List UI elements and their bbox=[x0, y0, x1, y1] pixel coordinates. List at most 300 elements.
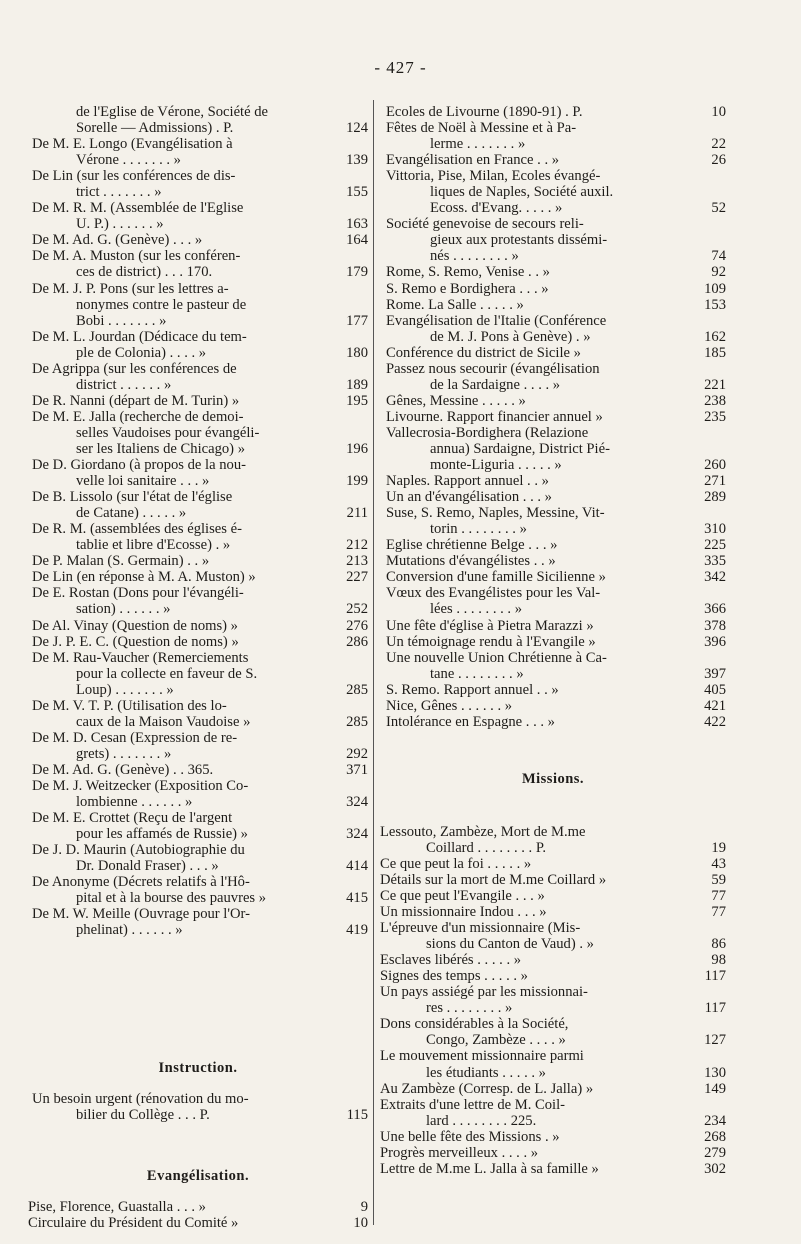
index-entry bbox=[28, 698, 368, 714]
section-heading-instruction: Instruction. bbox=[158, 1060, 238, 1077]
index-entry bbox=[380, 601, 726, 617]
index-entry bbox=[380, 409, 726, 425]
page-reference: 86 bbox=[711, 936, 726, 953]
index-entry bbox=[28, 248, 368, 264]
instruction-list bbox=[28, 1091, 368, 1123]
index-entry bbox=[380, 1065, 726, 1081]
index-entry bbox=[28, 264, 368, 280]
page-reference: 26 bbox=[711, 152, 726, 169]
page-reference: 221 bbox=[704, 376, 726, 393]
index-entry bbox=[28, 184, 368, 200]
entry-text: De M. Ad. G. (Genève) . . . » bbox=[32, 232, 203, 249]
index-entry bbox=[28, 1091, 368, 1107]
index-entry bbox=[28, 489, 368, 505]
index-entry bbox=[380, 666, 726, 682]
index-entry bbox=[380, 313, 726, 329]
section-heading-evangelisation: Evangélisation. bbox=[146, 1167, 250, 1184]
index-entry bbox=[380, 297, 726, 313]
entry-text: Sorelle — Admissions) . P. bbox=[76, 120, 234, 137]
entry-text: Intolérance en Espagne . . . » bbox=[386, 713, 555, 730]
index-entry bbox=[380, 1016, 726, 1032]
page-reference: 286 bbox=[346, 633, 368, 650]
page-reference: 310 bbox=[704, 521, 726, 538]
index-entry bbox=[28, 152, 368, 168]
page-reference: 335 bbox=[704, 553, 726, 570]
entry-text: Un an d'évangélisation . . . » bbox=[386, 489, 552, 506]
entry-text: Le mouvement missionnaire parmi bbox=[380, 1048, 584, 1065]
entry-text: S. Remo. Rapport annuel . . » bbox=[386, 681, 559, 698]
entry-text: de la Sardaigne . . . . » bbox=[430, 376, 561, 393]
page-reference: 10 bbox=[711, 104, 726, 120]
index-entry bbox=[380, 1129, 726, 1145]
entry-text: de M. J. Pons à Genève) . » bbox=[430, 328, 591, 345]
entry-text: sions du Canton de Vaud) . » bbox=[426, 936, 594, 953]
index-entry bbox=[28, 874, 368, 890]
index-entry bbox=[28, 890, 368, 906]
index-entry bbox=[380, 1113, 726, 1129]
index-entry bbox=[28, 313, 368, 329]
entry-text: ser les Italiens de Chicago) » bbox=[76, 440, 245, 457]
entry-text: Ce que peut l'Evangile . . . » bbox=[380, 888, 545, 905]
index-entry bbox=[380, 634, 726, 650]
entry-text: Extraits d'une lettre de M. Coil- bbox=[380, 1096, 566, 1113]
index-entry bbox=[380, 441, 726, 457]
entry-text: pour les affamés de Russie) » bbox=[76, 826, 248, 843]
index-entry bbox=[380, 489, 726, 505]
index-entry bbox=[380, 216, 726, 232]
page-reference: 43 bbox=[711, 855, 726, 872]
index-entry bbox=[28, 826, 368, 842]
index-entry bbox=[28, 1199, 368, 1215]
entry-text: Une fête d'église à Pietra Marazzi » bbox=[386, 617, 594, 634]
section-heading-missions: Missions. bbox=[521, 770, 585, 787]
index-entry bbox=[380, 281, 726, 297]
entry-text: nonymes contre le pasteur de bbox=[76, 296, 247, 313]
entry-text: Lettre de M.me L. Jalla à sa famille » bbox=[380, 1160, 599, 1177]
index-entry bbox=[28, 922, 368, 938]
page-reference: 117 bbox=[704, 968, 726, 985]
index-entry bbox=[28, 377, 368, 393]
index-entry bbox=[28, 650, 368, 666]
entry-text: Société genevoise de secours reli- bbox=[386, 216, 584, 233]
entry-text: de l'Eglise de Vérone, Société de bbox=[76, 104, 269, 120]
entry-text: Esclaves libérés . . . . . » bbox=[380, 952, 522, 969]
page-reference: 180 bbox=[346, 344, 368, 361]
right-column bbox=[380, 104, 726, 1177]
entry-text: De P. Malan (S. Germain) . . » bbox=[32, 553, 210, 570]
entry-text: gieux aux protestants dissémi- bbox=[430, 232, 608, 249]
entry-text: De M. J. P. Pons (sur les lettres a- bbox=[32, 280, 229, 297]
entry-text: Nice, Gênes . . . . . . » bbox=[386, 697, 513, 714]
page-reference: 397 bbox=[704, 665, 726, 682]
page-reference: 238 bbox=[704, 392, 726, 409]
page-reference: 268 bbox=[704, 1128, 726, 1145]
entry-text: annua) Sardaigne, District Pié- bbox=[430, 440, 610, 457]
entry-text: torin . . . . . . . . » bbox=[430, 521, 527, 538]
index-entry bbox=[28, 778, 368, 794]
entry-text: De M. E. Crottet (Reçu de l'argent bbox=[32, 810, 233, 827]
entry-text: De M. Ad. G. (Genève) . . 365. bbox=[32, 761, 214, 778]
entry-text: les étudiants . . . . . » bbox=[426, 1064, 546, 1081]
entry-text: res . . . . . . . . » bbox=[426, 1000, 513, 1017]
entry-text: Congo, Zambèze . . . . » bbox=[426, 1032, 566, 1049]
page-reference: 289 bbox=[704, 489, 726, 506]
page-reference: 19 bbox=[711, 839, 726, 856]
entry-text: Coillard . . . . . . . . P. bbox=[426, 839, 546, 856]
entry-text: lées . . . . . . . . » bbox=[430, 601, 523, 618]
entry-text: De M. Rau-Vaucher (Remerciements bbox=[32, 649, 249, 666]
entry-text: De Al. Vinay (Question de noms) » bbox=[32, 617, 238, 634]
entry-text: caux de la Maison Vaudoise » bbox=[76, 713, 251, 730]
entry-text: Vallecrosia-Bordighera (Relazione bbox=[386, 424, 589, 441]
index-entry bbox=[28, 136, 368, 152]
index-entry bbox=[380, 457, 726, 473]
page-reference: 396 bbox=[704, 633, 726, 650]
index-entry bbox=[28, 858, 368, 874]
page-reference: 98 bbox=[711, 952, 726, 969]
index-entry bbox=[28, 457, 368, 473]
page-reference: 177 bbox=[346, 312, 368, 329]
entry-text: Fêtes de Noël à Messine et à Pa- bbox=[386, 120, 577, 137]
page-reference: 185 bbox=[704, 344, 726, 361]
index-entry bbox=[28, 618, 368, 634]
index-entry bbox=[380, 1000, 726, 1016]
index-entry bbox=[28, 297, 368, 313]
page-reference: 162 bbox=[704, 328, 726, 345]
entry-text: Evangélisation en France . . » bbox=[386, 152, 560, 169]
index-entry bbox=[380, 152, 726, 168]
entry-text: Un témoignage rendu à l'Evangile » bbox=[386, 633, 596, 650]
page-reference: 195 bbox=[346, 392, 368, 409]
index-entry bbox=[380, 1048, 726, 1064]
page-reference: 130 bbox=[704, 1064, 726, 1081]
index-entry bbox=[380, 377, 726, 393]
column-divider bbox=[373, 100, 374, 1225]
page-reference: 115 bbox=[346, 1107, 368, 1124]
index-entry bbox=[28, 537, 368, 553]
entry-text: Une nouvelle Union Chrétienne à Ca- bbox=[386, 649, 607, 666]
index-entry bbox=[28, 441, 368, 457]
index-entry bbox=[380, 888, 726, 904]
page-reference: 225 bbox=[704, 537, 726, 554]
entry-text: De R. M. (assemblées des églises é- bbox=[32, 521, 242, 538]
page-reference: 279 bbox=[704, 1144, 726, 1161]
entry-text: Une belle fête des Missions . » bbox=[380, 1128, 560, 1145]
page-reference: 189 bbox=[346, 376, 368, 393]
index-entry bbox=[28, 120, 368, 136]
index-entry bbox=[380, 682, 726, 698]
page-reference: 378 bbox=[704, 617, 726, 634]
index-entry bbox=[380, 650, 726, 666]
page-reference: 213 bbox=[346, 553, 368, 570]
entry-text: Circulaire du Président du Comité » bbox=[28, 1214, 239, 1231]
entry-text: Vœux des Evangélistes pour les Val- bbox=[386, 585, 601, 602]
index-entry bbox=[28, 232, 368, 248]
entry-text: Signes des temps . . . . . » bbox=[380, 968, 528, 985]
index-entry bbox=[28, 794, 368, 810]
index-entry bbox=[28, 505, 368, 521]
index-entry bbox=[28, 345, 368, 361]
index-entry bbox=[380, 329, 726, 345]
index-entry bbox=[28, 682, 368, 698]
index-entry bbox=[380, 425, 726, 441]
page-reference: 155 bbox=[346, 184, 368, 201]
index-entry bbox=[380, 1097, 726, 1113]
index-entry bbox=[380, 553, 726, 569]
index-entry bbox=[380, 184, 726, 200]
index-entry bbox=[380, 904, 726, 920]
entry-text: De M. E. Longo (Evangélisation à bbox=[32, 136, 233, 153]
index-entry bbox=[380, 1081, 726, 1097]
index-entry bbox=[380, 361, 726, 377]
index-entry bbox=[380, 537, 726, 553]
index-entry bbox=[28, 666, 368, 682]
index-entry bbox=[28, 601, 368, 617]
entry-text: ces de district) . . . 170. bbox=[76, 264, 213, 281]
entry-text: Ecoles de Livourne (1890-91) . P. bbox=[386, 104, 583, 120]
entry-text: Vittoria, Pise, Milan, Ecoles évangé- bbox=[386, 168, 601, 185]
index-entry bbox=[380, 714, 726, 730]
index-entry bbox=[380, 698, 726, 714]
entry-text: De J. P. E. C. (Question de noms) » bbox=[32, 633, 239, 650]
page-reference: 211 bbox=[346, 505, 368, 522]
index-entry bbox=[380, 264, 726, 280]
index-entry bbox=[28, 730, 368, 746]
entry-text: sation) . . . . . . » bbox=[76, 601, 171, 618]
page-reference: 212 bbox=[346, 537, 368, 554]
entry-text: Livourne. Rapport financier annuel » bbox=[386, 408, 603, 425]
entry-text: De M. R. M. (Assemblée de l'Eglise bbox=[32, 200, 244, 217]
page-reference: 127 bbox=[704, 1032, 726, 1049]
index-entry bbox=[28, 810, 368, 826]
entry-text: ple de Colonia) . . . . » bbox=[76, 344, 207, 361]
entry-text: Mutations d'évangélistes . . » bbox=[386, 553, 556, 570]
entry-text: lerme . . . . . . . » bbox=[430, 136, 526, 153]
page-reference: 342 bbox=[704, 569, 726, 586]
page-reference: 153 bbox=[704, 296, 726, 313]
page-reference: 199 bbox=[346, 473, 368, 490]
index-entry bbox=[380, 984, 726, 1000]
entry-text: De Agrippa (sur les conférences de bbox=[32, 360, 237, 377]
entry-text: Ce que peut la foi . . . . . » bbox=[380, 855, 532, 872]
index-entry bbox=[28, 1107, 368, 1123]
index-entry bbox=[380, 168, 726, 184]
index-entry bbox=[28, 361, 368, 377]
evangelisation-continued-list bbox=[380, 104, 726, 730]
entry-text: tablie et libre d'Ecosse) . » bbox=[76, 537, 231, 554]
index-entry bbox=[380, 1161, 726, 1177]
index-entry bbox=[28, 762, 368, 778]
page-reference: 422 bbox=[704, 713, 726, 730]
left-column bbox=[28, 104, 368, 1231]
index-entry bbox=[28, 473, 368, 489]
page-reference: 235 bbox=[704, 408, 726, 425]
entry-text: de Catane) . . . . . » bbox=[76, 505, 187, 522]
page-reference: 124 bbox=[346, 120, 368, 137]
entry-text: Conversion d'une famille Sicilienne » bbox=[386, 569, 606, 586]
entry-text: lard . . . . . . . . 225. bbox=[426, 1112, 537, 1129]
page-reference: 10 bbox=[353, 1214, 368, 1231]
page-reference: 149 bbox=[704, 1080, 726, 1097]
entry-text: Pise, Florence, Guastalla . . . » bbox=[28, 1198, 206, 1215]
entry-text: bilier du Collège . . . P. bbox=[76, 1107, 210, 1124]
entry-text: pour la collecte en faveur de S. bbox=[76, 665, 258, 682]
index-entry bbox=[380, 968, 726, 984]
entry-text: Un besoin urgent (rénovation du mo- bbox=[32, 1091, 249, 1108]
entry-text: Suse, S. Remo, Naples, Messine, Vit- bbox=[386, 505, 605, 522]
index-entry bbox=[28, 200, 368, 216]
entry-text: De Lin (sur les conférences de dis- bbox=[32, 168, 236, 185]
entry-text: Evangélisation de l'Italie (Conférence bbox=[386, 312, 607, 329]
page-reference: 52 bbox=[711, 200, 726, 217]
entry-text: Dr. Donald Fraser) . . . » bbox=[76, 858, 219, 875]
index-entry bbox=[380, 232, 726, 248]
entry-text: nés . . . . . . . . » bbox=[430, 248, 519, 265]
entry-text: Bobi . . . . . . . » bbox=[76, 312, 167, 329]
index-entry bbox=[380, 920, 726, 936]
entry-text: phelinat) . . . . . . » bbox=[76, 922, 183, 939]
page-reference: 285 bbox=[346, 681, 368, 698]
entry-text: Gênes, Messine . . . . . » bbox=[386, 392, 526, 409]
page-reference: 74 bbox=[711, 248, 726, 265]
page-reference: 276 bbox=[346, 617, 368, 634]
index-entry bbox=[28, 168, 368, 184]
index-entry bbox=[28, 585, 368, 601]
entry-text: district . . . . . . » bbox=[76, 376, 172, 393]
entry-text: tane . . . . . . . . » bbox=[430, 665, 524, 682]
page-reference: 285 bbox=[346, 713, 368, 730]
entry-text: velle loi sanitaire . . . » bbox=[76, 473, 210, 490]
entry-text: lombienne . . . . . . » bbox=[76, 794, 193, 811]
entry-text: S. Remo e Bordighera . . . » bbox=[386, 280, 549, 297]
entry-text: monte-Liguria . . . . . » bbox=[430, 457, 562, 474]
index-entry bbox=[380, 618, 726, 634]
page-reference: 421 bbox=[704, 697, 726, 714]
entry-text: selles Vaudoises pour évangéli- bbox=[76, 424, 260, 441]
page-reference: 271 bbox=[704, 473, 726, 490]
entry-text: De R. Nanni (départ de M. Turin) » bbox=[32, 392, 240, 409]
index-entry bbox=[380, 104, 726, 120]
index-entry bbox=[28, 1215, 368, 1231]
page-reference: 92 bbox=[711, 264, 726, 281]
page-reference: 59 bbox=[711, 871, 726, 888]
entry-text: Eglise chrétienne Belge . . . » bbox=[386, 537, 558, 554]
index-entry bbox=[28, 521, 368, 537]
entry-text: pital et à la bourse des pauvres » bbox=[76, 890, 267, 907]
index-entry bbox=[380, 505, 726, 521]
page-reference: 139 bbox=[346, 152, 368, 169]
entry-text: De M. J. Weitzecker (Exposition Co- bbox=[32, 777, 249, 794]
entry-text: Au Zambèze (Corresp. de L. Jalla) » bbox=[380, 1080, 594, 1097]
index-entry bbox=[380, 840, 726, 856]
entry-text: grets) . . . . . . . » bbox=[76, 745, 172, 762]
index-entry bbox=[380, 521, 726, 537]
index-entry bbox=[380, 936, 726, 952]
entry-text: De D. Giordano (à propos de la nou- bbox=[32, 457, 246, 474]
index-entry bbox=[380, 952, 726, 968]
entry-text: liques de Naples, Société auxil. bbox=[430, 184, 614, 201]
index-entry bbox=[28, 634, 368, 650]
page-reference: 252 bbox=[346, 601, 368, 618]
entry-text: De J. D. Maurin (Autobiographie du bbox=[32, 842, 245, 859]
page-reference: 292 bbox=[346, 745, 368, 762]
index-entry bbox=[380, 248, 726, 264]
index-entry bbox=[28, 104, 368, 120]
index-entry bbox=[380, 824, 726, 840]
index-entry bbox=[28, 281, 368, 297]
index-entry bbox=[380, 473, 726, 489]
entry-text: Rome, S. Remo, Venise . . » bbox=[386, 264, 550, 281]
entry-text: Lessouto, Zambèze, Mort de M.me bbox=[380, 823, 586, 840]
page-reference: 302 bbox=[704, 1160, 726, 1177]
entry-text: De M. D. Cesan (Expression de re- bbox=[32, 729, 238, 746]
page-reference: 414 bbox=[346, 858, 368, 875]
page-reference: 109 bbox=[704, 280, 726, 297]
page-reference: 324 bbox=[346, 794, 368, 811]
entry-text: De B. Lissolo (sur l'état de l'église bbox=[32, 489, 233, 506]
index-entry bbox=[28, 425, 368, 441]
entry-text: Passez nous secourir (évangélisation bbox=[386, 360, 600, 377]
index-entry bbox=[28, 409, 368, 425]
page-reference: 415 bbox=[346, 890, 368, 907]
page-reference: 234 bbox=[704, 1112, 726, 1129]
index-entry bbox=[28, 553, 368, 569]
index-entry bbox=[28, 329, 368, 345]
index-entry bbox=[380, 856, 726, 872]
page-reference: 196 bbox=[346, 440, 368, 457]
page-reference: 227 bbox=[346, 569, 368, 586]
page-number: - 427 - bbox=[374, 58, 427, 77]
index-entry bbox=[380, 345, 726, 361]
entry-text: De E. Rostan (Dons pour l'évangéli- bbox=[32, 585, 244, 602]
entry-text: De Lin (en réponse à M. A. Muston) » bbox=[32, 569, 256, 586]
entry-text: De M. W. Meille (Ouvrage pour l'Or- bbox=[32, 906, 250, 923]
entry-text: Un pays assiégé par les missionnai- bbox=[380, 984, 588, 1001]
index-entry bbox=[380, 569, 726, 585]
index-entry bbox=[380, 1145, 726, 1161]
entry-text: Ecoss. d'Evang. . . . . » bbox=[430, 200, 563, 217]
index-entry bbox=[380, 1032, 726, 1048]
entry-text: Un missionnaire Indou . . . » bbox=[380, 904, 547, 921]
index-entry bbox=[28, 569, 368, 585]
entry-text: U. P.) . . . . . . » bbox=[76, 216, 164, 233]
page-reference: 260 bbox=[704, 457, 726, 474]
entry-text: Conférence du district de Sicile » bbox=[386, 344, 581, 361]
page-reference: 117 bbox=[704, 1000, 726, 1017]
entry-text: De M. E. Jalla (recherche de demoi- bbox=[32, 408, 244, 425]
correspondence-list bbox=[28, 104, 368, 938]
index-entry bbox=[380, 872, 726, 888]
index-entry bbox=[28, 842, 368, 858]
index-entry bbox=[380, 393, 726, 409]
entry-text: Loup) . . . . . . . » bbox=[76, 681, 174, 698]
index-entry bbox=[28, 906, 368, 922]
index-entry bbox=[28, 393, 368, 409]
index-entry bbox=[28, 216, 368, 232]
missions-list bbox=[380, 824, 726, 1177]
entry-text: Rome. La Salle . . . . . » bbox=[386, 296, 524, 313]
page-reference: 419 bbox=[346, 922, 368, 939]
entry-text: trict . . . . . . . » bbox=[76, 184, 162, 201]
entry-text: Vérone . . . . . . . » bbox=[76, 152, 181, 169]
evangelisation-list bbox=[28, 1199, 368, 1231]
page-reference: 179 bbox=[346, 264, 368, 281]
index-entry bbox=[28, 714, 368, 730]
index-entry bbox=[380, 136, 726, 152]
entry-text: Progrès merveilleux . . . . » bbox=[380, 1144, 539, 1161]
page-reference: 22 bbox=[711, 136, 726, 153]
index-entry bbox=[380, 120, 726, 136]
